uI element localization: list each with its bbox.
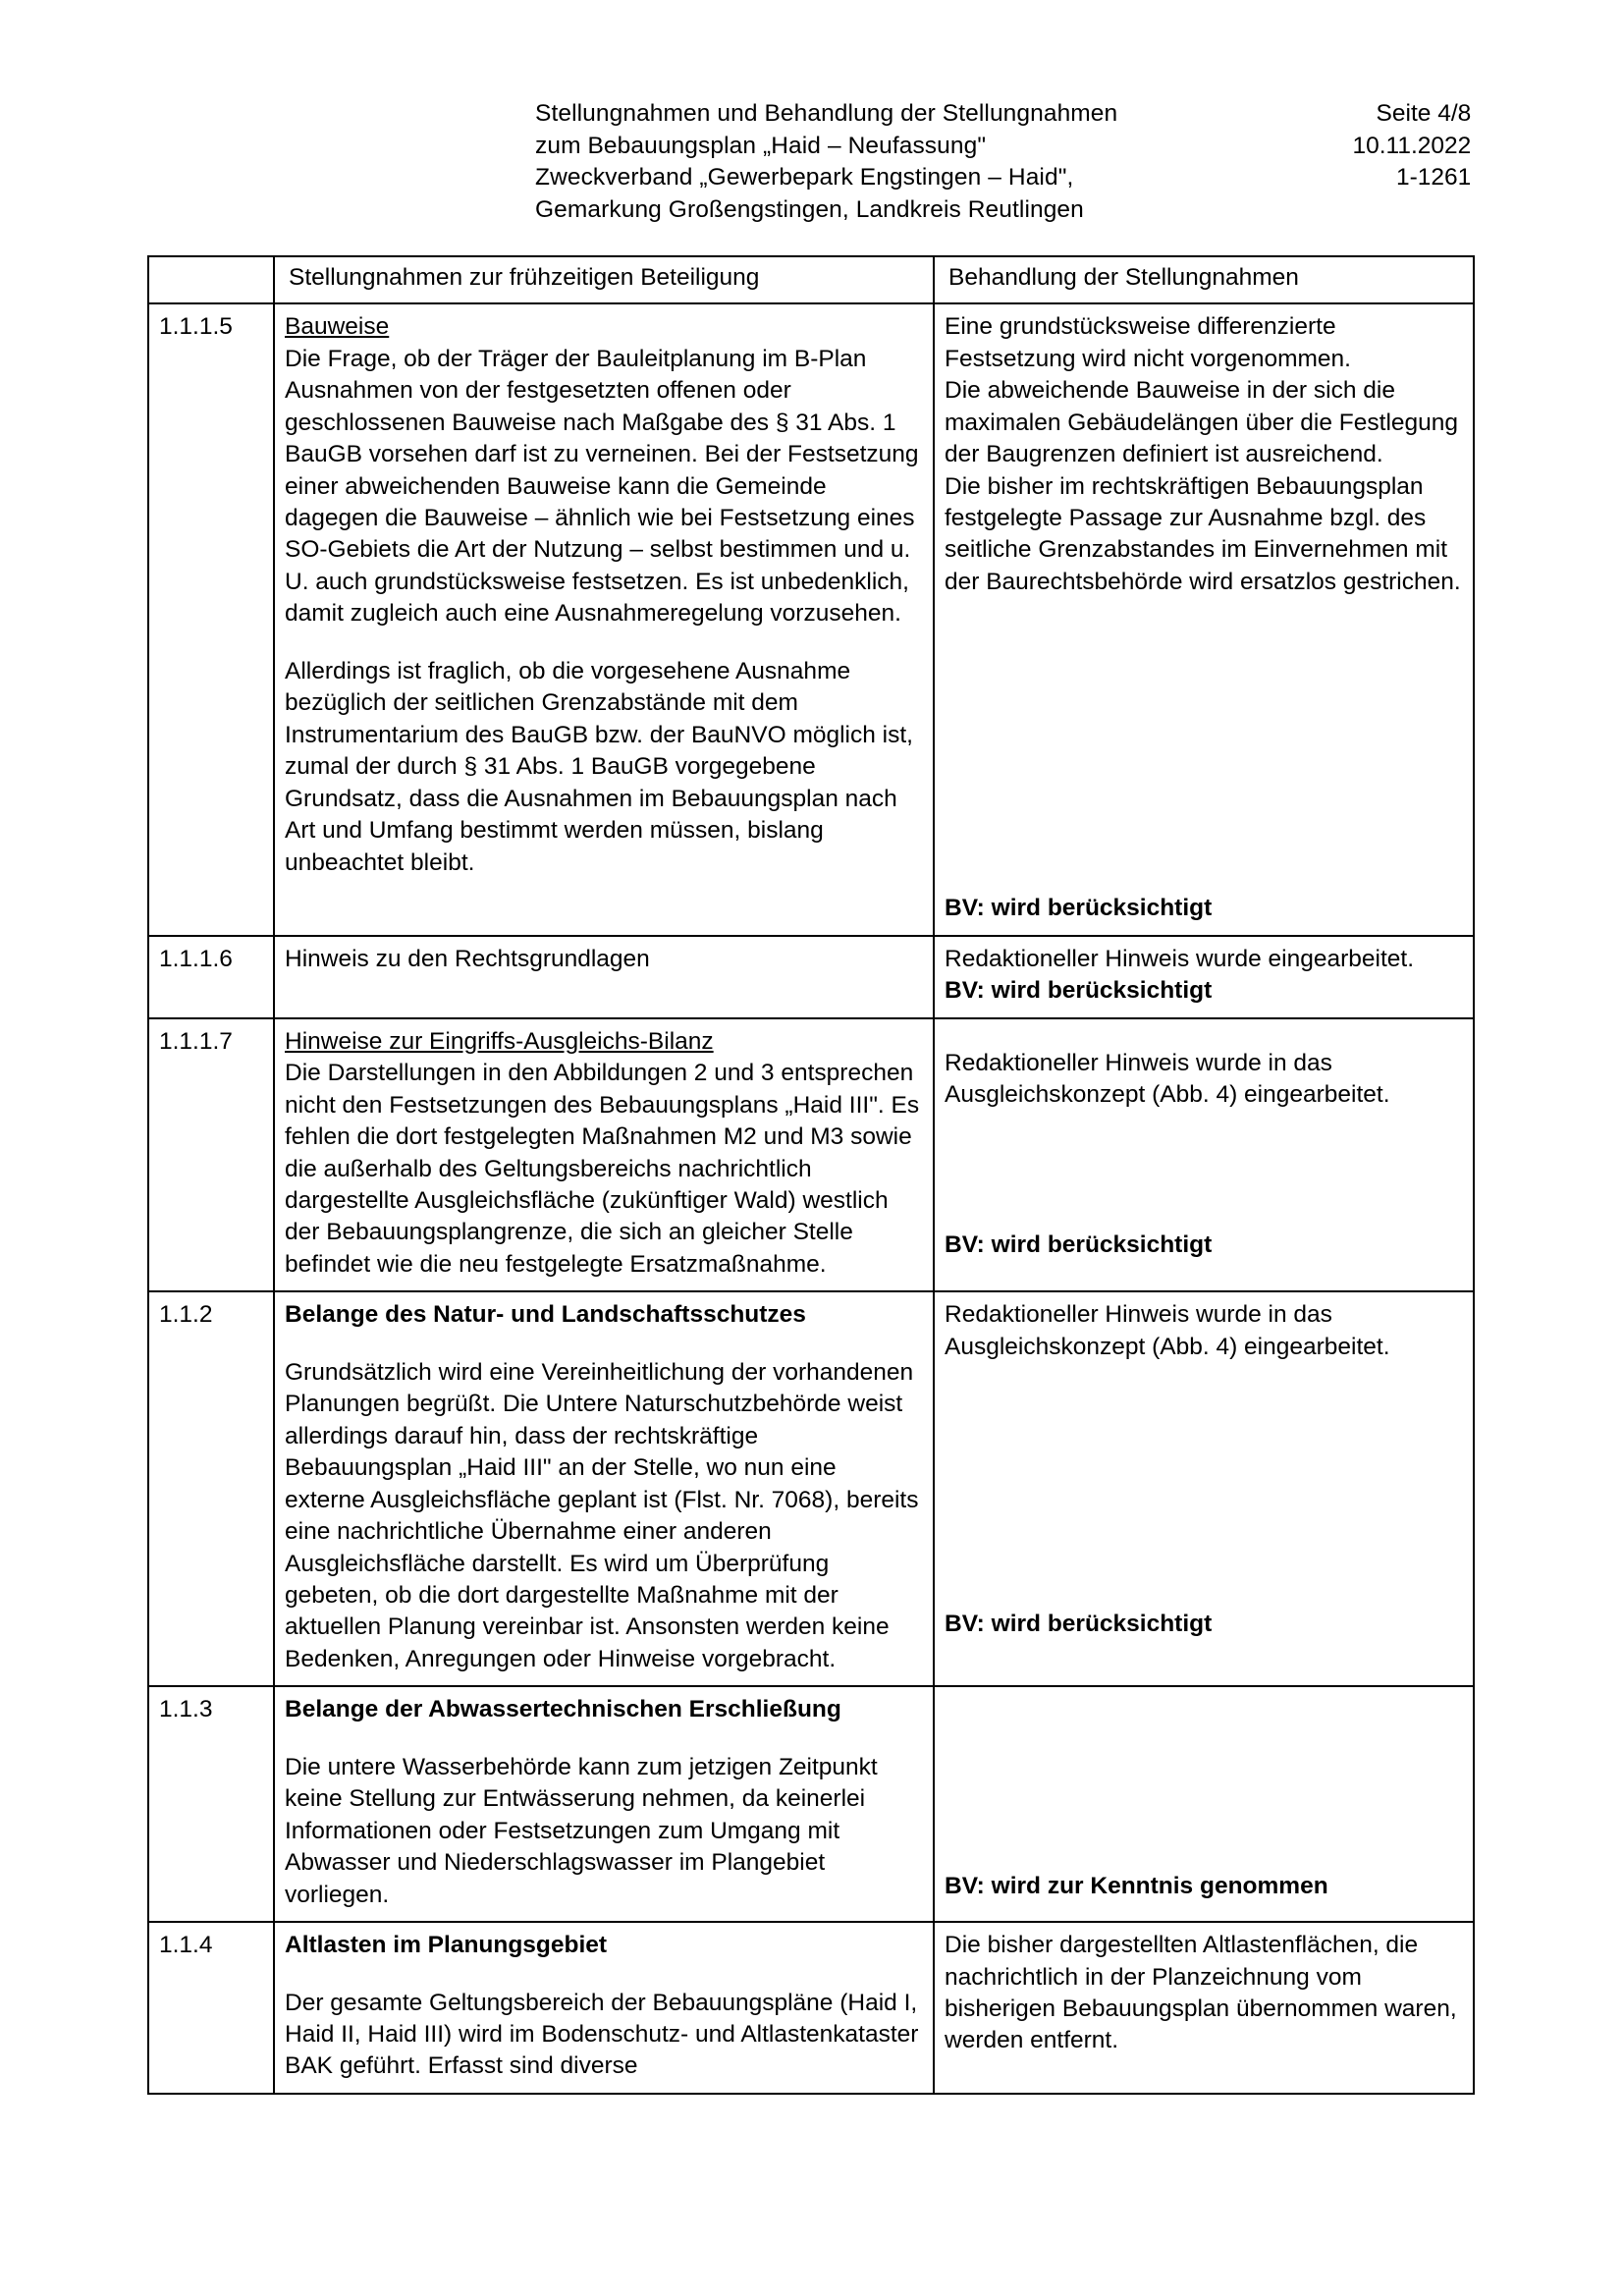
- row-number: 1.1.2: [159, 1301, 213, 1329]
- treatment-paragraph: Redaktioneller Hinweis wurde eingearbeitet.: [945, 945, 1415, 972]
- treatment-decision: BV: wird berücksichtigt: [945, 977, 1213, 1005]
- row-treatment-cell: [934, 1018, 1474, 1292]
- row-number-cell: [148, 1922, 274, 2094]
- treatment-paragraph: Die bisher im rechtskräftigen Bebauungsplan festgelegte Passage zur Ausnahme bzgl. des seitliche Grenzabstandes im Einvernehmen mit der Baurechtsbehörde wird ersatzlos gestrichen.: [945, 472, 1461, 595]
- statement-content: [275, 1019, 933, 1291]
- statement-paragraph: Die Darstellungen in den Abbildungen 2 und 3 entsprechen nicht den Festsetzungen des Bebauungsplans „Haid III". Es fehlen die dort festgelegten Maßnahmen M2 und M3 sowie die außerhalb des Geltungsbereichs nachrichtlich dargestellte Ausgleichsfläche (zukünftiger Wald) westlich der Bebauungsplangrenze, die sich an gleicher Stelle befindet wie die neu festgelegte Ersatzmaßnahme.: [285, 1060, 920, 1278]
- statement-title: Bauweise: [285, 313, 390, 341]
- row-statement-cell: [274, 1686, 934, 1922]
- table-header-cell-treatment: [934, 256, 1474, 303]
- header-line-4: Gemarkung Großengstingen, Landkreis Reutlingen: [535, 195, 1084, 223]
- header-meta-block: [1299, 98, 1471, 226]
- row-number: 1.1.1.5: [159, 313, 233, 341]
- treatment-content: [935, 304, 1473, 935]
- row-number: 1.1.3: [159, 1696, 213, 1723]
- table-header-row: [148, 256, 1474, 303]
- treatment-decision: BV: wird zur Kenntnis genommen: [945, 1873, 1328, 1900]
- table-row: [148, 1922, 1474, 2094]
- statement-content: [275, 1292, 933, 1685]
- row-treatment-cell: [934, 936, 1474, 1018]
- row-number-cell: [148, 303, 274, 936]
- treatment-content: [935, 1687, 1473, 1912]
- table-row: [148, 936, 1474, 1018]
- column-header-statements: Stellungnahmen zur frühzeitigen Beteiligung: [289, 264, 760, 292]
- statement-title: Altlasten im Planungsgebiet: [285, 1932, 608, 1959]
- header-line-3: Zweckverband „Gewerbepark Engstingen – Haid",: [535, 164, 1074, 191]
- header-title-block: [535, 98, 1117, 226]
- row-treatment-cell: [934, 1291, 1474, 1686]
- treatment-content: [935, 1292, 1473, 1650]
- table-header-cell-num: [148, 256, 274, 303]
- treatment-paragraph: Redaktioneller Hinweis wurde in das Ausgleichskonzept (Abb. 4) eingearbeitet.: [945, 1049, 1390, 1109]
- row-number-cell: [148, 1686, 274, 1922]
- table-row: [148, 303, 1474, 936]
- row-number: 1.1.1.6: [159, 945, 233, 972]
- statement-title: Belange der Abwassertechnischen Erschließung: [285, 1696, 841, 1723]
- statement-content: [275, 304, 933, 889]
- row-statement-cell: [274, 936, 934, 1018]
- row-treatment-cell: [934, 303, 1474, 936]
- table-row: [148, 1018, 1474, 1292]
- layout-spacer: [945, 598, 1463, 893]
- table-row: [148, 1291, 1474, 1686]
- statement-content: [275, 937, 933, 985]
- statements-table-wrapper: [147, 255, 1473, 2095]
- header-line-2: zum Bebauungsplan „Haid – Neufassung": [535, 132, 987, 159]
- statement-content: [275, 1687, 933, 1921]
- treatment-decision: BV: wird berücksichtigt: [945, 895, 1213, 922]
- document-date: 10.11.2022: [1352, 132, 1472, 159]
- layout-spacer: [945, 1753, 1463, 1871]
- row-number-cell: [148, 1291, 274, 1686]
- row-statement-cell: [274, 303, 934, 936]
- row-statement-cell: [274, 1018, 934, 1292]
- row-treatment-cell: [934, 1686, 1474, 1922]
- document-header: [0, 0, 1623, 226]
- column-header-num: [149, 257, 273, 271]
- row-number: 1.1.4: [159, 1932, 213, 1959]
- statements-table: [147, 255, 1475, 2095]
- statement-paragraph: Hinweis zu den Rechtsgrundlagen: [285, 945, 650, 972]
- statement-title: Hinweise zur Eingriffs-Ausgleichs-Bilanz: [285, 1027, 714, 1055]
- row-number: 1.1.1.7: [159, 1027, 233, 1055]
- statement-content: [275, 1923, 933, 2093]
- row-statement-cell: [274, 1291, 934, 1686]
- layout-spacer: [945, 1694, 1463, 1753]
- statement-paragraph: Der gesamte Geltungsbereich der Bebauungspläne (Haid I, Haid II, Haid III) wird im Bodenschutz- und Altlastenkataster BAK geführt. Erfasst sind diverse: [285, 1989, 919, 2080]
- treatment-paragraph: Eine grundstücksweise differenzierte Festsetzung wird nicht vorgenommen.: [945, 313, 1351, 372]
- layout-spacer: [945, 1026, 1463, 1048]
- document-reference: 1-1261: [1395, 164, 1472, 191]
- treatment-content: [935, 937, 1473, 1017]
- statement-paragraph: Allerdings ist fraglich, ob die vorgesehene Ausnahme bezüglich der seitlichen Grenzabstände mit dem Instrumentarium des BauGB bzw. der BauNVO möglich ist, zumal der durch § 31 Abs. 1 BauGB vorgegebene Grundsatz, dass die Ausnahmen im Bebauungsplan nach Art und Umfang bestimmt werden müssen, bislang unbeachtet bleibt.: [285, 657, 913, 876]
- page-number: Seite 4/8: [1376, 100, 1472, 127]
- row-number-cell: [148, 1018, 274, 1292]
- treatment-content: [935, 1923, 1473, 2067]
- row-statement-cell: [274, 1922, 934, 2094]
- treatment-paragraph: Redaktioneller Hinweis wurde in das Ausgleichskonzept (Abb. 4) eingearbeitet.: [945, 1301, 1390, 1360]
- layout-spacer: [945, 1363, 1463, 1609]
- treatment-decision: BV: wird berücksichtigt: [945, 1611, 1213, 1638]
- table-header-cell-statements: [274, 256, 934, 303]
- treatment-content: [935, 1019, 1473, 1271]
- treatment-paragraph: Die abweichende Bauweise in der sich die maximalen Gebäudelängen über die Festlegung der Baugrenzen definiert ist ausreichend.: [945, 377, 1459, 468]
- layout-spacer: [945, 1112, 1463, 1230]
- treatment-paragraph: Die bisher dargestellten Altlastenflächen, die nachrichtlich in der Planzeichnung vom bisherigen Bebauungsplan übernommen waren, werden entfernt.: [945, 1932, 1457, 2054]
- row-treatment-cell: [934, 1922, 1474, 2094]
- row-number-cell: [148, 936, 274, 1018]
- statement-paragraph: Die Frage, ob der Träger der Bauleitplanung im B-Plan Ausnahmen von der festgesetzten offenen oder geschlossenen Bauweise nach Maßgabe des § 31 Abs. 1 BauGB vorsehen darf ist zu verneinen. Bei der Festsetzung einer abweichenden Bauweise kann die Gemeinde dagegen die Bauweise – ähnlich wie bei Festsetzung eines SO-Gebiets die Art der Nutzung – selbst bestimmen und u. U. auch grundstücksweise festsetzen. Es ist unbedenklich, damit zugleich auch eine Ausnahmeregelung vorzusehen.: [285, 345, 919, 628]
- header-line-1: Stellungnahmen und Behandlung der Stellungnahmen: [535, 100, 1118, 127]
- table-row: [148, 1686, 1474, 1922]
- statement-title: Belange des Natur- und Landschaftsschutzes: [285, 1301, 806, 1329]
- statement-paragraph: Die untere Wasserbehörde kann zum jetzigen Zeitpunkt keine Stellung zur Entwässerung nehmen, da keinerlei Informationen oder Festsetzungen zum Umgang mit Abwasser und Niederschlagswasser im Plangebiet vorliegen.: [285, 1753, 878, 1908]
- column-header-treatment: Behandlung der Stellungnahmen: [948, 264, 1299, 292]
- treatment-decision: BV: wird berücksichtigt: [945, 1230, 1213, 1258]
- statement-paragraph: Grundsätzlich wird eine Vereinheitlichung der vorhandenen Planungen begrüßt. Die Untere Naturschutzbehörde weist allerdings darauf hin, dass der rechtskräftige Bebauungsplan „Haid III" an der Stelle, wo nun eine externe Ausgleichsfläche geplant ist (Flst. Nr. 7068), bereits eine nachrichtliche Übernahme einer anderen Ausgleichsfläche darstellt. Es wird um Überprüfung gebeten, ob die dort dargestellte Maßnahme mit der aktuellen Planung vereinbar ist. Ansonsten werden keine Bedenken, Anregungen oder Hinweise vorgebracht.: [285, 1358, 919, 1672]
